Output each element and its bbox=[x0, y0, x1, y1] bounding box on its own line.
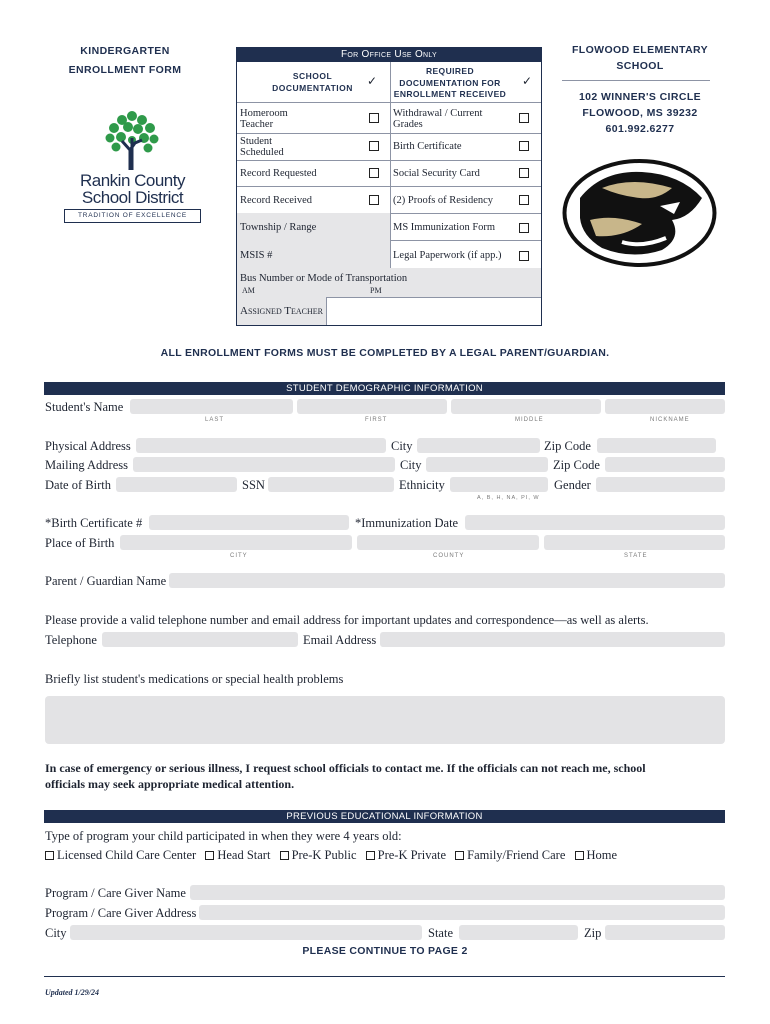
option-prek-private[interactable] bbox=[366, 848, 446, 862]
telephone-input[interactable] bbox=[102, 632, 298, 647]
record-received-checkbox[interactable] bbox=[369, 195, 379, 205]
dob-label: Date of Birth bbox=[45, 478, 111, 492]
checkbox[interactable] bbox=[366, 851, 375, 860]
school-name bbox=[560, 42, 720, 74]
program-address-input[interactable] bbox=[199, 905, 725, 920]
homeroom-label bbox=[240, 108, 288, 130]
table-line bbox=[237, 160, 541, 161]
birth-cert-checkbox[interactable] bbox=[519, 141, 529, 151]
record-received-label: Record Received bbox=[240, 195, 313, 206]
required-header-line2: DOCUMENTATION FOR bbox=[399, 77, 501, 88]
footer-divider bbox=[44, 976, 725, 977]
emergency-line2: officials may seek appropriate medical attention. bbox=[45, 776, 295, 791]
mailing-zip-label: Zip Code bbox=[553, 458, 600, 472]
school-name-line2: SCHOOL bbox=[616, 60, 664, 72]
updated-date: Updated 1/29/24 bbox=[45, 988, 99, 997]
emergency-line1: In case of emergency or serious illness, I request school officials to contact me. If the officials can not reach me, school bbox=[45, 761, 646, 775]
school-doc-header-line2: DOCUMENTATION bbox=[272, 83, 353, 93]
check-mark-icon: ✓ bbox=[367, 74, 378, 88]
option-family-friend[interactable] bbox=[455, 848, 565, 862]
program-state-input[interactable] bbox=[459, 925, 578, 940]
table-line bbox=[237, 186, 541, 187]
ssn-label: SSN bbox=[242, 478, 265, 492]
checkbox[interactable] bbox=[45, 851, 54, 860]
ssc-label: Social Security Card bbox=[393, 168, 480, 179]
option-label: Licensed Child Care Center bbox=[57, 848, 197, 862]
withdrawal-checkbox[interactable] bbox=[519, 113, 529, 123]
program-state-label: State bbox=[428, 926, 453, 940]
logo-line2: School District bbox=[81, 188, 184, 207]
email-input[interactable] bbox=[380, 632, 725, 647]
address-line2: FLOWOOD, MS 39232 bbox=[582, 107, 698, 119]
program-city-label: City bbox=[45, 926, 67, 940]
school-doc-header bbox=[240, 70, 385, 94]
residency-checkbox[interactable] bbox=[519, 195, 529, 205]
header-divider bbox=[562, 80, 710, 81]
immunization-date-label: *Immunization Date bbox=[355, 516, 459, 530]
option-label: Pre-K Public bbox=[291, 848, 357, 862]
phone-note: Please provide a valid telephone number and email address for important updates and correspondence—as well as alerts. bbox=[45, 613, 649, 627]
ethnicity-codes: A, B, H, NA, PI, W bbox=[477, 495, 540, 501]
program-name-input[interactable] bbox=[190, 885, 725, 900]
address-line1: 102 WINNER'S CIRCLE bbox=[578, 91, 702, 103]
office-use-title: For Office Use Only bbox=[236, 47, 542, 62]
checkbox[interactable] bbox=[575, 851, 584, 860]
pob-city-sublabel: CITY bbox=[230, 553, 248, 559]
parent-guardian-input[interactable] bbox=[169, 573, 725, 588]
homeroom-line2: Teacher bbox=[240, 119, 274, 130]
scheduled-checkbox[interactable] bbox=[369, 141, 379, 151]
dob-input[interactable] bbox=[116, 477, 237, 492]
nickname-sublabel: NICKNAME bbox=[650, 417, 690, 423]
telephone-label: Telephone bbox=[45, 633, 97, 647]
medications-label: Briefly list student's medications or special health problems bbox=[45, 672, 344, 686]
nickname-input[interactable] bbox=[605, 399, 725, 414]
last-name-input[interactable] bbox=[130, 399, 293, 414]
immunization-form-checkbox[interactable] bbox=[519, 223, 529, 233]
ssc-checkbox[interactable] bbox=[519, 168, 529, 178]
option-label: Head Start bbox=[217, 848, 271, 862]
pm-label: PM bbox=[370, 286, 382, 295]
program-zip-label: Zip bbox=[584, 926, 602, 940]
withdrawal-line1: Withdrawal / Current bbox=[393, 108, 483, 119]
option-head-start[interactable] bbox=[205, 848, 270, 862]
option-label: Home bbox=[586, 848, 618, 862]
ethnicity-input[interactable] bbox=[450, 477, 548, 492]
birth-cert-number-label: *Birth Certificate # bbox=[45, 516, 143, 530]
physical-zip-input[interactable] bbox=[597, 438, 716, 453]
ssn-input[interactable] bbox=[268, 477, 394, 492]
check-mark-icon: ✓ bbox=[522, 74, 533, 88]
gender-label: Gender bbox=[554, 478, 591, 492]
emergency-statement bbox=[45, 761, 735, 792]
residency-label: (2) Proofs of Residency bbox=[393, 195, 494, 206]
physical-address-input[interactable] bbox=[136, 438, 386, 453]
table-line bbox=[390, 62, 391, 268]
mailing-address-label: Mailing Address bbox=[45, 458, 128, 472]
district-logo bbox=[60, 108, 205, 228]
students-name-label: Student's Name bbox=[45, 400, 124, 414]
legal-paperwork-checkbox[interactable] bbox=[519, 251, 529, 261]
legal-paperwork-label: Legal Paperwork (if app.) bbox=[393, 250, 502, 261]
mailing-zip-input[interactable] bbox=[605, 457, 725, 472]
gender-input[interactable] bbox=[596, 477, 725, 492]
program-city-input[interactable] bbox=[70, 925, 422, 940]
ethnicity-label: Ethnicity bbox=[399, 478, 445, 492]
checkbox[interactable] bbox=[280, 851, 289, 860]
parent-guardian-label: Parent / Guardian Name bbox=[45, 574, 167, 588]
required-header-line3: ENROLLMENT RECEIVED bbox=[393, 89, 507, 99]
table-line bbox=[237, 102, 541, 103]
township-label: Township / Range bbox=[240, 222, 317, 233]
school-doc-header-line1: SCHOOL bbox=[292, 71, 333, 81]
record-requested-checkbox[interactable] bbox=[369, 168, 379, 178]
program-options bbox=[45, 848, 617, 863]
school-phone: 601.992.6277 bbox=[605, 123, 675, 135]
logo-line1: Rankin County bbox=[79, 171, 185, 190]
table-line bbox=[237, 133, 541, 134]
place-of-birth-label: Place of Birth bbox=[45, 536, 115, 550]
logo-tagline: TRADITION OF EXCELLENCE bbox=[64, 209, 201, 223]
bus-label: Bus Number or Mode of Transportation bbox=[240, 273, 408, 284]
birth-cert-label: Birth Certificate bbox=[393, 141, 462, 152]
school-name-line1: FLOWOOD ELEMENTARY bbox=[571, 44, 709, 56]
physical-address-label: Physical Address bbox=[45, 439, 131, 453]
scheduled-label bbox=[240, 136, 284, 158]
middle-name-input[interactable] bbox=[451, 399, 601, 414]
email-label: Email Address bbox=[303, 633, 377, 647]
medications-textarea[interactable] bbox=[45, 696, 725, 744]
physical-city-input[interactable] bbox=[417, 438, 540, 453]
last-sublabel: LAST bbox=[205, 417, 225, 423]
pob-county-sublabel: COUNTY bbox=[433, 553, 465, 559]
first-sublabel: FIRST bbox=[365, 417, 388, 423]
previous-education-header: PREVIOUS EDUCATIONAL INFORMATION bbox=[44, 810, 725, 823]
homeroom-checkbox[interactable] bbox=[369, 113, 379, 123]
immunization-form-label: MS Immunization Form bbox=[393, 222, 496, 233]
program-name-label: Program / Care Giver Name bbox=[45, 886, 186, 900]
middle-sublabel: MIDDLE bbox=[515, 417, 544, 423]
required-doc-header bbox=[390, 66, 510, 101]
mailing-address-input[interactable] bbox=[133, 457, 395, 472]
physical-city-label: City bbox=[391, 439, 413, 453]
physical-zip-label: Zip Code bbox=[544, 439, 591, 453]
program-zip-input[interactable] bbox=[605, 925, 725, 940]
pob-county-input[interactable] bbox=[357, 535, 539, 550]
pob-city-input[interactable] bbox=[120, 535, 352, 550]
assigned-teacher-label: Assigned Teacher bbox=[240, 305, 323, 317]
immunization-date-input[interactable] bbox=[465, 515, 725, 530]
continue-notice: PLEASE CONTINUE TO PAGE 2 bbox=[302, 945, 468, 957]
demographic-section-header: STUDENT DEMOGRAPHIC INFORMATION bbox=[44, 382, 725, 395]
scheduled-line2: Scheduled bbox=[240, 147, 284, 158]
cougar-mascot-icon bbox=[562, 158, 717, 268]
assigned-teacher-field[interactable] bbox=[327, 298, 541, 325]
am-label: AM bbox=[242, 286, 255, 295]
option-label: Pre-K Private bbox=[377, 848, 447, 862]
program-address-label: Program / Care Giver Address bbox=[45, 906, 197, 920]
withdrawal-line2: Grades bbox=[393, 119, 423, 130]
mailing-city-input[interactable] bbox=[426, 457, 548, 472]
required-header-line1: REQUIRED bbox=[425, 66, 475, 76]
school-address bbox=[560, 89, 720, 137]
program-question: Type of program your child participated in when they were 4 years old: bbox=[45, 829, 402, 843]
scheduled-line1: Student bbox=[240, 136, 273, 147]
pob-state-sublabel: STATE bbox=[624, 553, 648, 559]
birth-cert-number-input[interactable] bbox=[149, 515, 349, 530]
form-title-line2: ENROLLMENT FORM bbox=[68, 64, 182, 76]
option-prek-public[interactable] bbox=[280, 848, 357, 862]
mailing-city-label: City bbox=[400, 458, 422, 472]
guardian-notice: ALL ENROLLMENT FORMS MUST BE COMPLETED BY A LEGAL PARENT/GUARDIAN. bbox=[160, 347, 610, 359]
pob-state-input[interactable] bbox=[544, 535, 725, 550]
tree-icon bbox=[102, 108, 162, 170]
option-licensed-child-care[interactable] bbox=[45, 848, 196, 862]
form-title-line1: KINDERGARTEN bbox=[80, 45, 170, 57]
homeroom-line1: Homeroom bbox=[240, 108, 288, 119]
msis-label: MSIS # bbox=[240, 250, 273, 261]
option-home[interactable] bbox=[575, 848, 618, 862]
withdrawal-label bbox=[393, 108, 482, 130]
option-label: Family/Friend Care bbox=[467, 848, 566, 862]
checkbox[interactable] bbox=[455, 851, 464, 860]
record-requested-label: Record Requested bbox=[240, 168, 317, 179]
checkbox[interactable] bbox=[205, 851, 214, 860]
first-name-input[interactable] bbox=[297, 399, 447, 414]
form-title bbox=[50, 42, 200, 80]
